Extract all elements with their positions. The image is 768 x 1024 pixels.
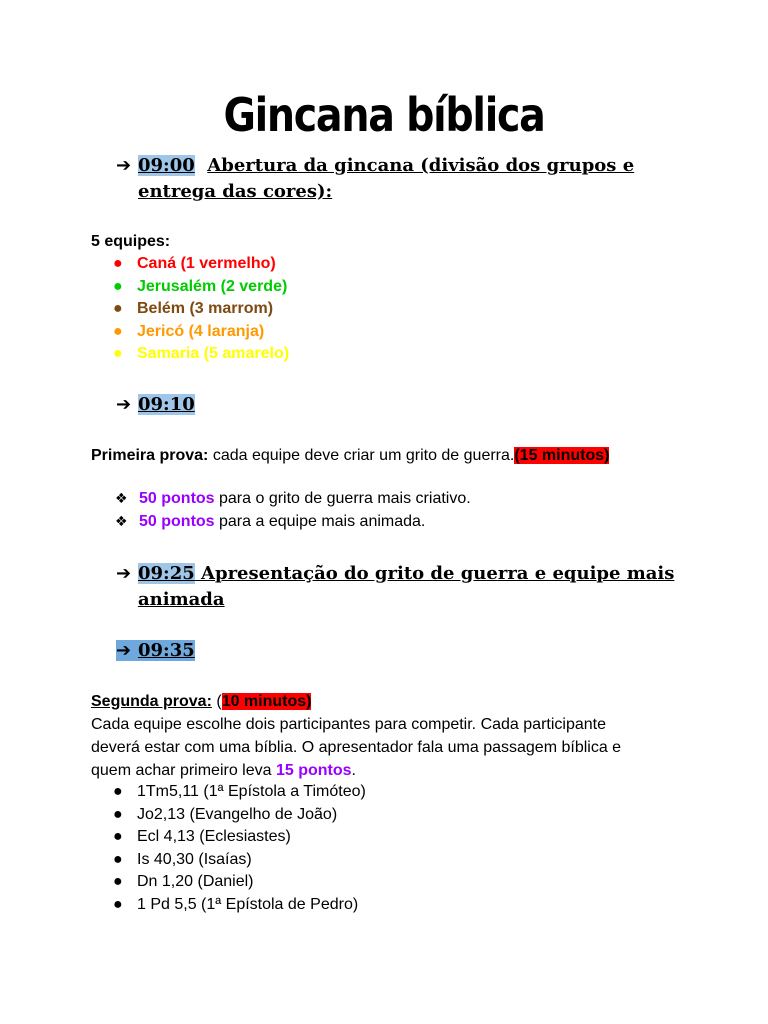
schedule-heading-0900 <box>116 153 716 205</box>
team-name: Belém (3 marrom) <box>137 300 274 317</box>
schedule-heading-0935 <box>116 638 716 664</box>
second-test-paragraph-line: deverá estar com uma bíblia. O apresentador fala uma passagem bíblica e <box>91 739 622 756</box>
bullet-icon: ● <box>113 873 123 890</box>
team-item <box>91 276 289 299</box>
second-test-open-paren: ( <box>211 693 222 710</box>
second-test-label: Segunda prova: <box>91 693 212 710</box>
bullet-icon: ● <box>113 255 123 272</box>
arrow-icon: ➔ <box>116 394 132 415</box>
passage-text: 1Tm5,11 (1ª Epístola a Timóteo) <box>137 783 366 800</box>
passage-item <box>91 826 366 849</box>
points-value: 15 pontos <box>275 762 352 779</box>
second-test-paragraph-line: Cada equipe escolhe dois participantes para competir. Cada participante <box>91 716 606 733</box>
team-item <box>91 321 289 344</box>
bullet-icon: ● <box>113 805 123 823</box>
team-name: Jericó (4 laranja) <box>137 322 265 340</box>
schedule-heading-0925 <box>116 561 736 613</box>
points-text: para a equipe mais animada. <box>214 512 426 530</box>
bullet-icon: ● <box>113 322 123 340</box>
diamond-bullet-icon: ❖ <box>115 513 128 530</box>
bullet-icon: ● <box>113 345 123 362</box>
team-item <box>91 343 289 366</box>
points-item <box>93 511 471 534</box>
heading-text: Apresentação do grito de guerra e equipe mais <box>194 563 675 584</box>
time-label: 09:35 <box>138 640 195 661</box>
passage-text: Dn 1,20 (Daniel) <box>137 873 254 890</box>
time-label: 09:00 <box>138 155 195 176</box>
team-name: Caná (1 vermelho) <box>137 255 276 272</box>
passage-text: Ecl 4,13 (Eclesiastes) <box>137 828 291 845</box>
bullet-icon: ● <box>113 783 123 800</box>
first-test-duration: (15 minutos) <box>514 447 610 464</box>
second-test-block <box>91 690 731 782</box>
first-test-line <box>91 444 609 467</box>
heading-text: Abertura da gincana (divisão dos grupos e <box>207 155 635 176</box>
teams-label: 5 equipes: <box>91 233 171 250</box>
bullet-icon: ● <box>113 895 123 913</box>
arrow-icon: ➔ <box>116 155 132 176</box>
points-text: para o grito de guerra mais criativo. <box>214 490 471 507</box>
teams-list <box>91 253 289 366</box>
points-item <box>93 488 471 511</box>
passage-text: Is 40,30 (Isaías) <box>137 850 252 868</box>
bullet-icon: ● <box>113 277 123 295</box>
bible-passages-list <box>91 781 366 916</box>
second-test-text: quem achar primeiro leva <box>91 762 276 779</box>
second-test-paragraph-line <box>91 759 731 782</box>
points-value: 50 pontos <box>139 512 215 530</box>
time-label: 09:10 <box>138 394 195 415</box>
team-item <box>91 253 289 276</box>
bullet-icon: ● <box>113 850 123 868</box>
passage-item <box>91 804 366 827</box>
passage-text: 1 Pd 5,5 (1ª Epístola de Pedro) <box>137 895 359 913</box>
bullet-icon: ● <box>113 300 123 317</box>
period-text: . <box>351 762 356 779</box>
team-item <box>91 298 289 321</box>
second-test-duration: 10 minutos) <box>221 693 312 710</box>
page-title: Gincana bíblica <box>223 88 545 142</box>
team-name: Samaria (5 amarelo) <box>137 345 290 362</box>
bullet-icon: ● <box>113 828 123 845</box>
first-test-points-list <box>93 488 471 533</box>
schedule-heading-0910 <box>116 392 716 418</box>
passage-item <box>91 894 366 917</box>
passage-item <box>91 781 366 804</box>
points-value: 50 pontos <box>139 490 215 507</box>
passage-text: Jo2,13 (Evangelho de João) <box>137 805 338 823</box>
passage-item <box>91 849 366 872</box>
heading-text-cont: animada <box>138 589 225 610</box>
first-test-label: Primeira prova: <box>91 447 209 464</box>
team-name: Jerusalém (2 verde) <box>137 277 288 295</box>
passage-item <box>91 871 366 894</box>
diamond-bullet-icon: ❖ <box>115 491 128 507</box>
time-label: 09:25 <box>138 563 195 584</box>
arrow-icon: ➔ <box>116 640 132 661</box>
first-test-text: cada equipe deve criar um grito de guerra. <box>208 447 515 464</box>
arrow-icon: ➔ <box>116 563 132 584</box>
heading-text-cont: entrega das cores): <box>138 181 333 202</box>
